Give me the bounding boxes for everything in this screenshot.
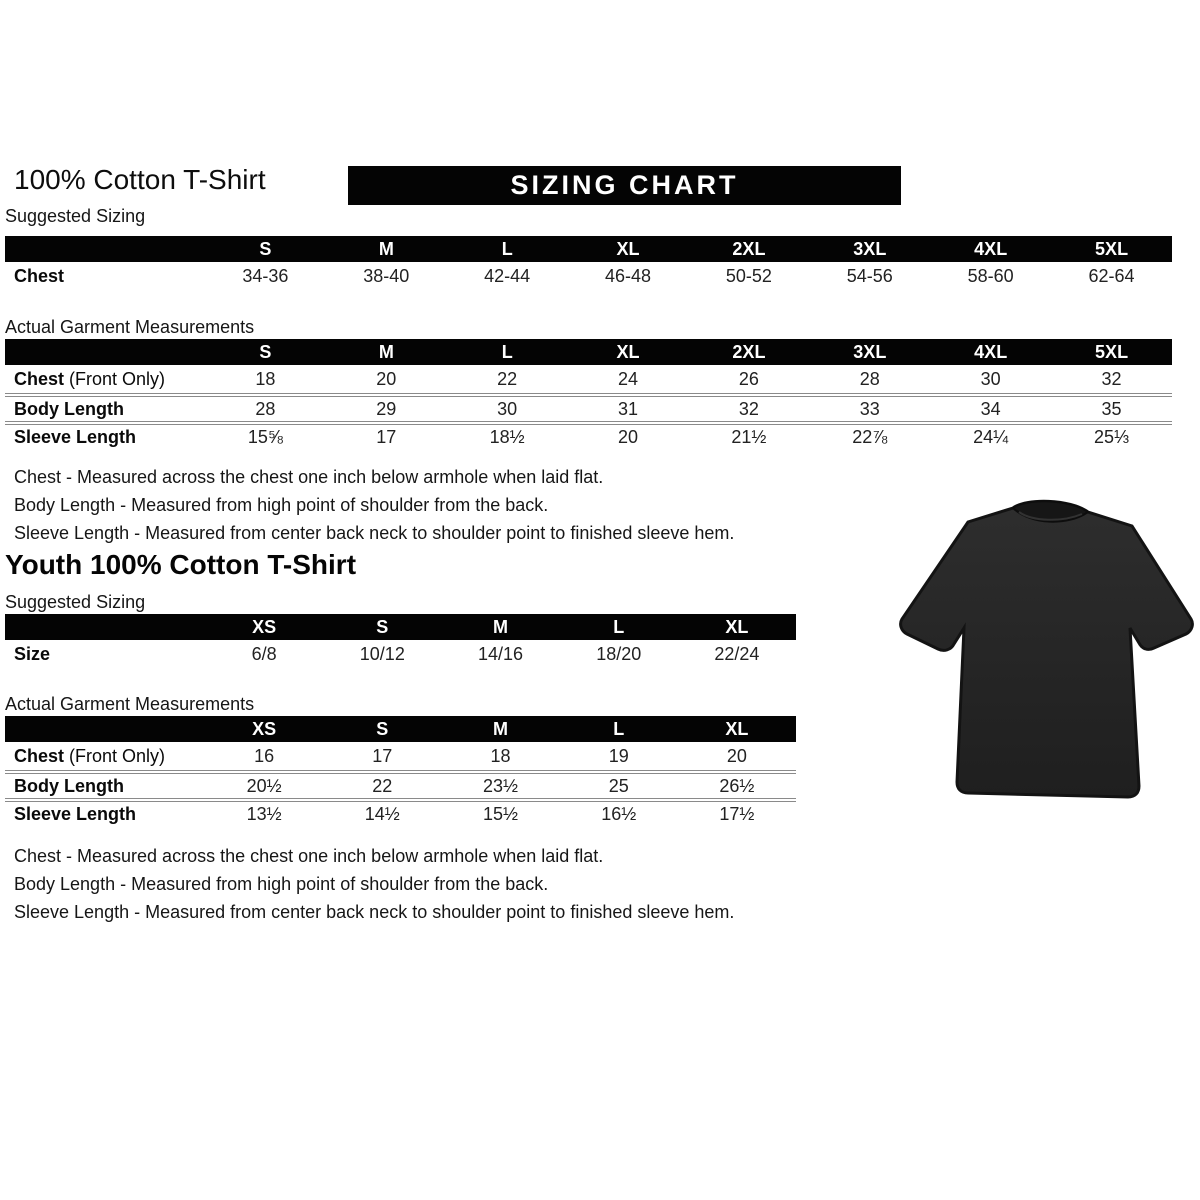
value-cell: 14½ <box>364 803 400 824</box>
youth-actual-measurements-label: Actual Garment Measurements <box>5 694 255 714</box>
col-header-l: L <box>613 718 625 739</box>
value-cell: 17 <box>372 745 393 766</box>
col-header-5xl: 5XL <box>1095 341 1129 362</box>
value-cell: 32 <box>738 398 759 419</box>
col-header-5xl: 5XL <box>1095 238 1129 259</box>
value-cell: 28 <box>255 398 276 419</box>
col-header-s: S <box>376 718 389 739</box>
sleeve-length-row <box>5 421 1172 449</box>
value-cell: 6/8 <box>251 643 277 664</box>
chest-front-only-row <box>5 365 1172 393</box>
value-cell: 15½ <box>482 803 519 824</box>
value-cell: 20 <box>618 426 639 447</box>
value-cell: 15⅝ <box>247 426 283 447</box>
adult-suggested-sizing-label: Suggested Sizing <box>5 206 146 226</box>
col-header-l: L <box>501 238 513 259</box>
chest-front-only-row <box>5 742 796 770</box>
value-cell: 50-52 <box>725 265 772 286</box>
col-header-s: S <box>259 238 272 259</box>
value-cell: 32 <box>1101 368 1122 389</box>
youth-actual-measurements-table <box>5 716 796 826</box>
value-cell: 18½ <box>489 426 525 447</box>
row-label: Size <box>14 643 51 664</box>
col-header-xl: XL <box>616 238 640 259</box>
value-cell: 54-56 <box>846 265 893 286</box>
body-length-row <box>5 770 796 798</box>
col-header-2xl: 2XL <box>732 341 766 362</box>
value-cell: 17½ <box>719 803 755 824</box>
row-label: Sleeve Length <box>14 803 137 824</box>
col-header-m: M <box>378 341 394 362</box>
value-cell: 34-36 <box>242 265 289 286</box>
value-cell: 30 <box>980 368 1001 389</box>
value-cell: 20½ <box>246 775 282 796</box>
value-cell: 20 <box>376 368 397 389</box>
col-header-xs: XS <box>252 718 277 739</box>
value-cell: 58-60 <box>967 265 1014 286</box>
tshirt-body-shape <box>901 501 1193 797</box>
value-cell: 16½ <box>601 803 637 824</box>
value-cell: 30 <box>497 398 518 419</box>
adult-actual-measurements-table <box>5 339 1172 449</box>
youth-section-title: Youth 100% Cotton T-Shirt <box>5 549 357 580</box>
value-cell: 24¼ <box>973 426 1009 447</box>
value-cell: 28 <box>859 368 880 389</box>
col-header-s: S <box>376 616 389 637</box>
value-cell: 46-48 <box>605 265 652 286</box>
col-header-3xl: 3XL <box>853 238 887 259</box>
value-cell: 31 <box>618 398 639 419</box>
col-header-4xl: 4XL <box>974 238 1008 259</box>
col-header-xs: XS <box>252 616 277 637</box>
page-title: 100% Cotton T-Shirt <box>14 164 266 195</box>
col-header-xl: XL <box>725 616 749 637</box>
col-header-l: L <box>613 616 625 637</box>
value-cell: 24 <box>618 368 639 389</box>
youth-suggested-sizing-label: Suggested Sizing <box>5 592 146 612</box>
value-cell: 20 <box>726 745 747 766</box>
size-header-row <box>5 236 1172 262</box>
row-label: Body Length <box>14 398 124 419</box>
youth-suggested-sizing-table <box>5 614 796 668</box>
value-cell: 22⅞ <box>852 426 888 447</box>
value-cell: 35 <box>1101 398 1122 419</box>
sizing-chart-banner: SIZING CHART <box>348 166 901 205</box>
tshirt-product-image <box>888 476 1198 806</box>
value-cell: 22 <box>497 368 518 389</box>
value-cell: 26½ <box>719 775 755 796</box>
value-cell: 34 <box>980 398 1001 419</box>
note-chest: Chest - Measured across the chest one inch below armhole when laid flat. <box>14 467 604 487</box>
note-sleeve-length: Sleeve Length - Measured from center back neck to shoulder point to finished sleeve hem. <box>14 523 735 543</box>
value-cell: 16 <box>254 745 275 766</box>
value-cell: 26 <box>738 368 759 389</box>
row-label: Chest (Front Only) <box>14 368 166 389</box>
col-header-m: M <box>378 238 394 259</box>
youth-measurement-notes <box>14 842 734 926</box>
value-cell: 18 <box>490 745 511 766</box>
value-cell: 14/16 <box>477 643 524 664</box>
value-cell: 22/24 <box>714 643 760 664</box>
col-header-xl: XL <box>616 341 640 362</box>
value-cell: 10/12 <box>359 643 405 664</box>
row-label: Body Length <box>14 775 124 796</box>
value-cell: 13½ <box>246 803 282 824</box>
col-header-xl: XL <box>725 718 749 739</box>
body-length-row <box>5 393 1172 421</box>
chest-row <box>5 262 1172 290</box>
adult-measurement-notes <box>14 463 734 547</box>
adult-actual-measurements-label: Actual Garment Measurements <box>5 317 255 337</box>
value-cell: 29 <box>376 398 397 419</box>
row-label: Chest (Front Only) <box>14 745 166 766</box>
col-header-m: M <box>493 616 508 637</box>
value-cell: 25⅓ <box>1094 426 1130 447</box>
size-row <box>5 640 796 668</box>
col-header-l: L <box>501 341 513 362</box>
note-body-length: Body Length - Measured from high point of shoulder from the back. <box>14 495 549 515</box>
size-header-row <box>5 716 796 742</box>
size-header-row <box>5 614 796 640</box>
size-header-row <box>5 339 1172 365</box>
value-cell: 23½ <box>482 775 519 796</box>
value-cell: 38-40 <box>363 265 410 286</box>
note-body-length: Body Length - Measured from high point of shoulder from the back. <box>14 874 549 894</box>
value-cell: 22 <box>372 775 393 796</box>
col-header-s: S <box>259 341 272 362</box>
value-cell: 17 <box>376 426 397 447</box>
value-cell: 19 <box>608 745 629 766</box>
col-header-2xl: 2XL <box>732 238 766 259</box>
value-cell: 18/20 <box>596 643 642 664</box>
col-header-4xl: 4XL <box>974 341 1008 362</box>
value-cell: 25 <box>608 775 629 796</box>
value-cell: 18 <box>255 368 276 389</box>
value-cell: 21½ <box>731 426 767 447</box>
value-cell: 33 <box>859 398 880 419</box>
adult-suggested-sizing-table <box>5 236 1172 290</box>
row-label: Sleeve Length <box>14 426 137 447</box>
note-sleeve-length: Sleeve Length - Measured from center back neck to shoulder point to finished sleeve hem. <box>14 902 735 922</box>
value-cell: 62-64 <box>1088 265 1135 286</box>
col-header-3xl: 3XL <box>853 341 887 362</box>
row-label: Chest <box>14 265 65 286</box>
value-cell: 42-44 <box>484 265 531 286</box>
col-header-m: M <box>493 718 508 739</box>
sleeve-length-row <box>5 798 796 826</box>
note-chest: Chest - Measured across the chest one inch below armhole when laid flat. <box>14 846 604 866</box>
